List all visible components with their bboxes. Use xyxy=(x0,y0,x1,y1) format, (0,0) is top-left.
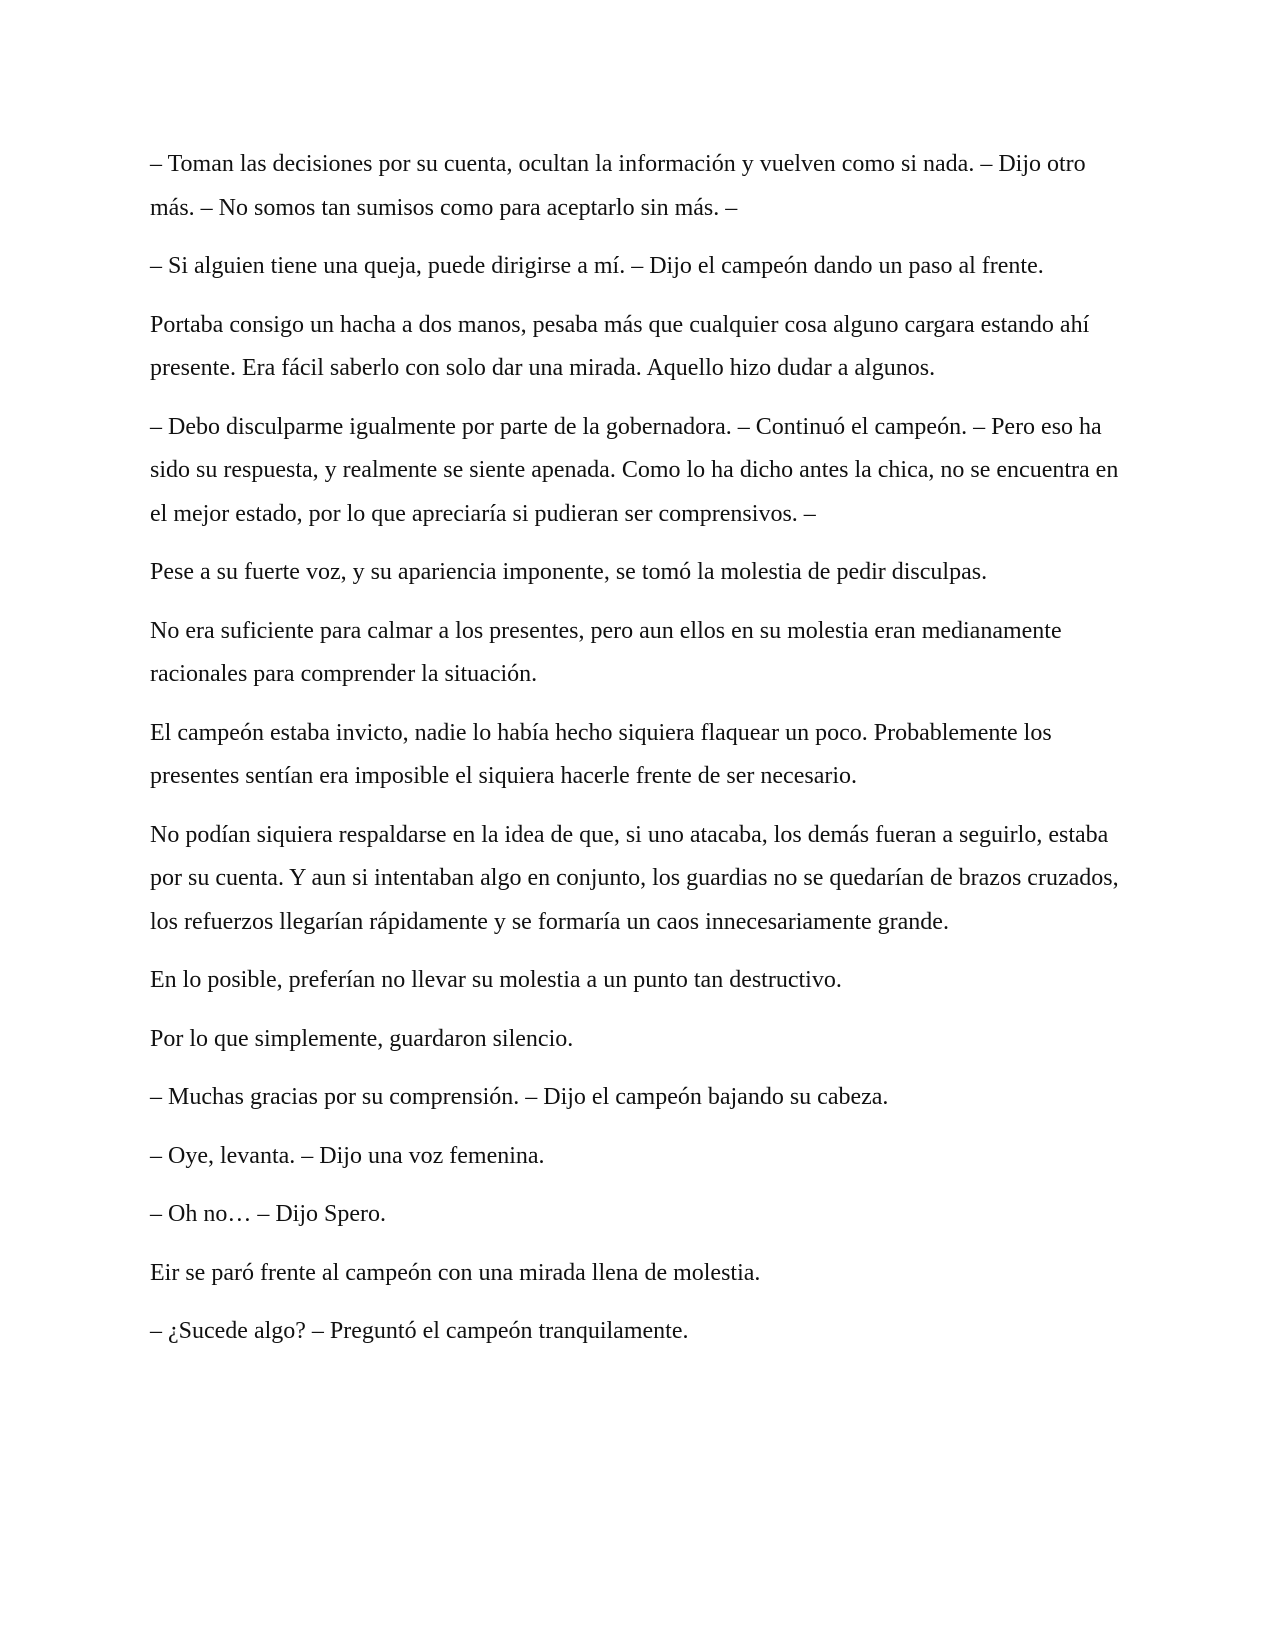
paragraph: – Toman las decisiones por su cuenta, ocultan la información y vuelven como si nada. – Dijo otro más. – No somos tan sumisos como para aceptarlo sin más. – xyxy=(150,151,1086,221)
paragraph: En lo posible, preferían no llevar su molestia a un punto tan destructivo. xyxy=(150,967,842,993)
paragraph: – Oye, levanta. – Dijo una voz femenina. xyxy=(150,1142,545,1169)
paragraph: El campeón estaba invicto, nadie lo había hecho siquiera flaquear un poco. Probablemente los presentes sentían era imposible el siquiera hacerle frente de ser necesario. xyxy=(150,719,1052,789)
paragraph: Portaba consigo un hacha a dos manos, pesaba más que cualquier cosa alguno cargara estando ahí presente. Era fácil saberlo con solo dar una mirada. Aquello hizo dudar a algunos. xyxy=(150,311,1090,381)
paragraph: – Si alguien tiene una queja, puede dirigirse a mí. – Dijo el campeón dando un paso al frente. xyxy=(150,253,1044,279)
paragraph: Por lo que simplemente, guardaron silencio. xyxy=(150,1025,574,1052)
paragraph: No podían siquiera respaldarse en la idea de que, si uno atacaba, los demás fueran a seguirlo, estaba por su cuenta. Y aun si intentaban algo en conjunto, los guardias no se quedarían de brazos cruzados, los refuerzos llegarían rápidamente y se formaría un caos innecesariamente grande. xyxy=(150,821,1119,935)
document-body xyxy=(150,143,1125,1369)
paragraph: – ¿Sucede algo? – Preguntó el campeón tranquilamente. xyxy=(150,1318,689,1344)
paragraph: No era suficiente para calmar a los presentes, pero aun ellos en su molestia eran medianamente racionales para comprender la situación. xyxy=(150,617,1062,687)
paragraph: – Debo disculparme igualmente por parte de la gobernadora. – Continuó el campeón. – Pero eso ha sido su respuesta, y realmente se siente apenada. Como lo ha dicho antes la chica, no se encuentra en el mejor estado, por lo que apreciaría si pudieran ser comprensivos. – xyxy=(150,413,1119,527)
paragraph: – Oh no… – Dijo Spero. xyxy=(150,1201,386,1227)
paragraph: – Muchas gracias por su comprensión. – Dijo el campeón bajando su cabeza. xyxy=(150,1084,889,1110)
paragraph: Eir se paró frente al campeón con una mirada llena de molestia. xyxy=(150,1259,761,1286)
paragraph: Pese a su fuerte voz, y su apariencia imponente, se tomó la molestia de pedir disculpas. xyxy=(150,559,988,585)
